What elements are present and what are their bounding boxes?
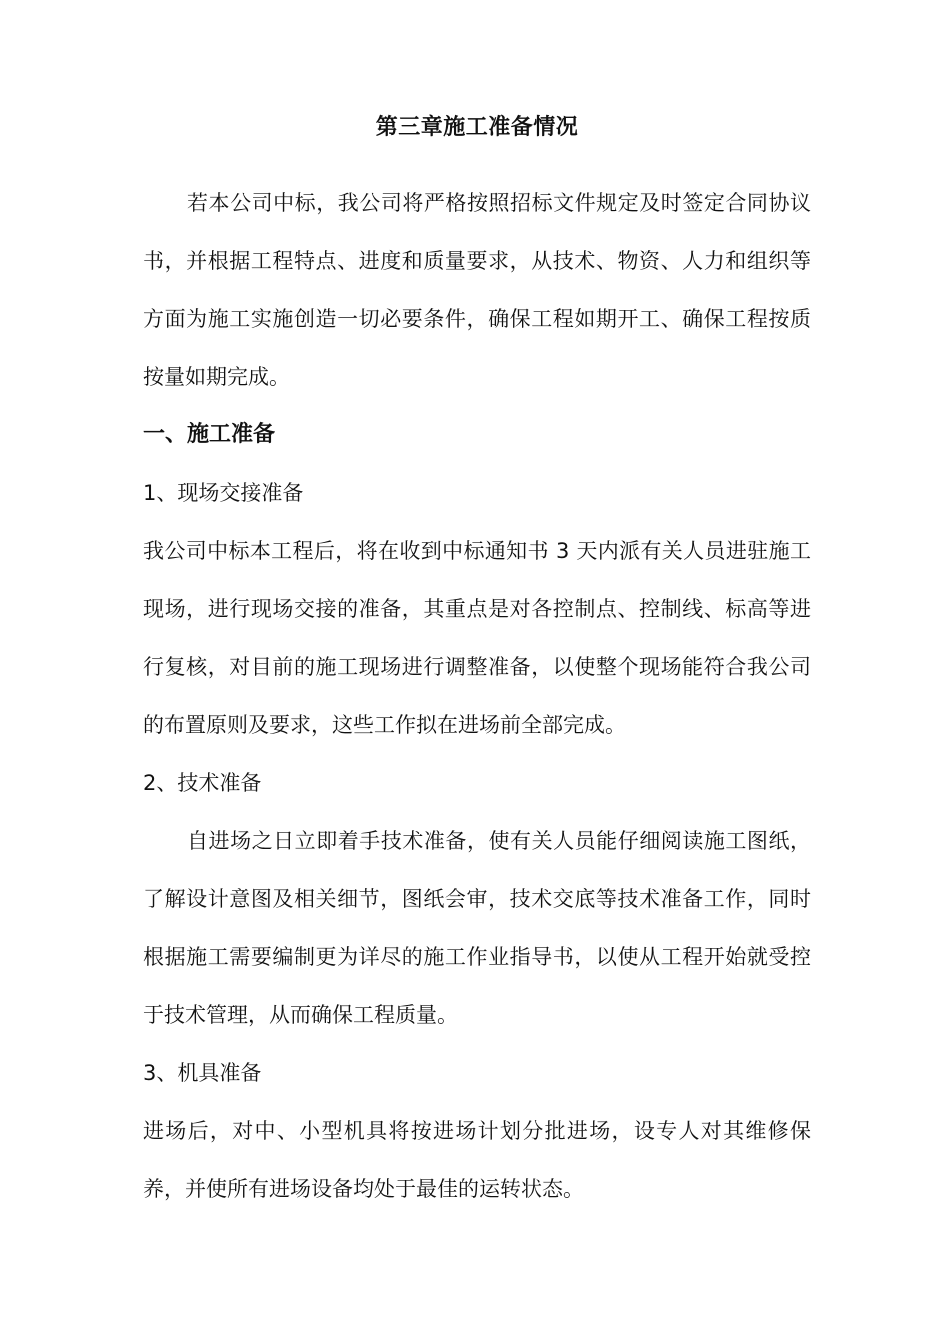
- technical-prep-paragraph: 自进场之日立即着手技术准备，使有关人员能仔细阅读施工图纸，了解设计意图及相关细节，图纸会审，技术交底等技术准备工作，同时根据施工需要编制更为详尽的施工作业指导书，以使从工程开始就受控于技术管理，从而确保工程质量。: [143, 829, 811, 1027]
- section-heading-construction-prep: 一、施工准备: [143, 422, 276, 447]
- site-handover-paragraph: 我公司中标本工程后，将在收到中标通知书 3 天内派有关人员进驻施工现场，进行现场交接的准备，其重点是对各控制点、控制线、标高等进行复核，对目前的施工现场进行调整准备，以使整个现场能符合我公司的布置原则及要求，这些工作拟在进场前全部完成。: [143, 539, 811, 737]
- document-content: [143, 104, 811, 1218]
- chapter-title: 第三章施工准备情况: [375, 115, 579, 140]
- equipment-prep-paragraph: 进场后，对中、小型机具将按进场计划分批进场，设专人对其维修保养，并使所有进场设备均处于最佳的运转状态。: [143, 1119, 811, 1201]
- subsection-heading-technical-prep: 2、技术准备: [143, 771, 262, 795]
- subsection-heading-equipment-prep: 3、机具准备: [143, 1061, 262, 1085]
- subsection-heading-site-handover: 1、现场交接准备: [143, 481, 304, 505]
- intro-paragraph: 若本公司中标，我公司将严格按照招标文件规定及时签定合同协议书，并根据工程特点、进度和质量要求，从技术、物资、人力和组织等方面为施工实施创造一切必要条件，确保工程如期开工、确保工程按质按量如期完成。: [143, 191, 811, 389]
